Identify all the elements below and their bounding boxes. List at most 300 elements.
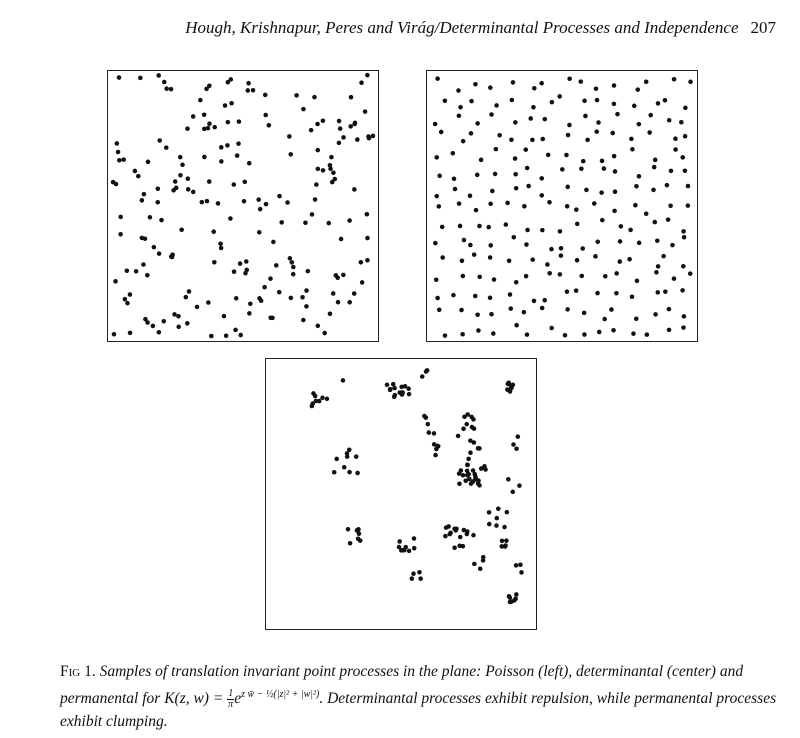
- permanental-point: [506, 477, 511, 482]
- poisson-point: [326, 221, 331, 226]
- determinantal-point: [477, 275, 482, 280]
- permanental-point: [476, 446, 481, 451]
- poisson-point: [309, 128, 314, 133]
- formula-exponent: z w̄ − ½(|z|² + |w|²): [241, 689, 320, 700]
- determinantal-point: [648, 113, 653, 118]
- permanental-point: [465, 532, 470, 537]
- determinantal-point: [437, 204, 442, 209]
- poisson-point: [219, 145, 224, 150]
- poisson-point: [300, 295, 305, 300]
- determinantal-point: [543, 117, 548, 122]
- permanental-point: [345, 451, 350, 456]
- determinantal-point: [670, 243, 675, 248]
- poisson-point: [291, 272, 296, 277]
- determinantal-point: [653, 158, 658, 163]
- determinantal-scatter: [427, 71, 697, 341]
- determinantal-point: [595, 98, 600, 103]
- determinantal-point: [578, 79, 583, 84]
- permanental-point: [403, 384, 408, 389]
- determinantal-panel: [426, 70, 698, 342]
- poisson-point: [267, 123, 272, 128]
- determinantal-point: [680, 155, 685, 160]
- permanental-point: [402, 548, 407, 553]
- poisson-point: [231, 182, 236, 187]
- determinantal-point: [630, 147, 635, 152]
- determinantal-point: [645, 332, 650, 337]
- permanental-point: [500, 539, 505, 544]
- determinantal-point: [681, 264, 686, 269]
- determinantal-point: [565, 185, 570, 190]
- determinantal-point: [525, 332, 530, 337]
- determinantal-point: [546, 153, 551, 158]
- permanental-point: [422, 414, 427, 419]
- poisson-point: [259, 298, 264, 303]
- determinantal-point: [459, 308, 464, 313]
- determinantal-point: [492, 277, 497, 282]
- poisson-point: [216, 201, 221, 206]
- determinantal-point: [668, 204, 673, 209]
- poisson-point: [157, 330, 162, 335]
- permanental-point: [392, 395, 397, 400]
- poisson-point: [301, 107, 306, 112]
- determinantal-point: [474, 208, 479, 213]
- poisson-point: [184, 295, 189, 300]
- determinantal-point: [559, 253, 564, 258]
- poisson-point: [359, 260, 364, 265]
- poisson-point: [114, 182, 119, 187]
- poisson-point: [113, 279, 118, 284]
- poisson-point: [186, 176, 191, 181]
- poisson-point: [218, 241, 223, 246]
- determinantal-point: [667, 328, 672, 333]
- poisson-point: [245, 88, 250, 93]
- permanental-point: [461, 473, 466, 478]
- determinantal-point: [531, 105, 536, 110]
- permanental-point: [477, 483, 482, 488]
- poisson-panel: [107, 70, 379, 342]
- determinantal-point: [635, 87, 640, 92]
- poisson-point: [290, 260, 295, 265]
- determinantal-point: [472, 252, 477, 257]
- poisson-point: [173, 179, 178, 184]
- determinantal-point: [686, 184, 691, 189]
- determinantal-point: [557, 94, 562, 99]
- formula-base: e: [234, 690, 242, 708]
- determinantal-point: [565, 204, 570, 209]
- determinantal-point: [457, 201, 462, 206]
- poisson-point: [142, 192, 147, 197]
- determinantal-point: [564, 153, 569, 158]
- determinantal-point: [443, 333, 448, 338]
- poisson-point: [339, 237, 344, 242]
- poisson-point: [125, 301, 130, 306]
- permanental-point: [519, 570, 524, 575]
- poisson-point: [159, 218, 164, 223]
- determinantal-point: [683, 134, 688, 139]
- determinantal-point: [614, 271, 619, 276]
- poisson-point: [157, 138, 162, 143]
- poisson-point: [206, 126, 211, 131]
- permanental-point: [347, 470, 352, 475]
- poisson-point: [348, 124, 353, 129]
- poisson-point: [316, 167, 321, 172]
- determinantal-point: [653, 220, 658, 225]
- poisson-point: [155, 200, 160, 205]
- poisson-point: [313, 197, 318, 202]
- permanental-point: [514, 592, 519, 597]
- figure-label: Fig 1.: [60, 663, 96, 680]
- poisson-point: [143, 236, 148, 241]
- determinantal-point: [595, 239, 600, 244]
- determinantal-point: [488, 296, 493, 301]
- determinantal-point: [530, 138, 535, 143]
- determinantal-point: [451, 293, 456, 298]
- determinantal-point: [629, 137, 634, 142]
- poisson-point: [258, 207, 263, 212]
- poisson-point: [316, 324, 321, 329]
- permanental-point: [495, 516, 500, 521]
- determinantal-point: [434, 155, 439, 160]
- poisson-point: [207, 84, 212, 89]
- determinantal-point: [603, 274, 608, 279]
- determinantal-point: [667, 307, 672, 312]
- permanental-point: [334, 457, 339, 462]
- determinantal-point: [602, 317, 607, 322]
- determinantal-point: [688, 80, 693, 85]
- determinantal-point: [656, 101, 661, 106]
- poisson-point: [294, 93, 299, 98]
- permanental-point: [487, 510, 492, 515]
- poisson-point: [157, 251, 162, 256]
- determinantal-point: [440, 255, 445, 260]
- determinantal-point: [539, 193, 544, 198]
- poisson-point: [310, 212, 315, 217]
- determinantal-point: [437, 174, 442, 179]
- poisson-point: [329, 155, 334, 160]
- poisson-point: [337, 119, 342, 124]
- permanental-point: [392, 386, 397, 391]
- poisson-point: [236, 141, 241, 146]
- determinantal-point: [652, 165, 657, 170]
- permanental-point: [508, 595, 513, 600]
- determinantal-point: [435, 76, 440, 81]
- permanental-point: [472, 440, 477, 445]
- poisson-point: [232, 269, 237, 274]
- determinantal-point: [547, 271, 552, 276]
- determinantal-point: [611, 328, 616, 333]
- poisson-point: [271, 240, 276, 245]
- poisson-point: [171, 188, 176, 193]
- determinantal-point: [632, 104, 637, 109]
- determinantal-point: [473, 82, 478, 87]
- poisson-point: [277, 194, 282, 199]
- poisson-point: [365, 236, 370, 241]
- determinantal-point: [488, 85, 493, 90]
- poisson-point: [341, 273, 346, 278]
- poisson-point: [151, 324, 156, 329]
- permanental-point: [514, 563, 519, 568]
- poisson-point: [304, 304, 309, 309]
- poisson-point: [228, 216, 233, 221]
- permanental-point: [424, 369, 429, 374]
- determinantal-point: [582, 98, 587, 103]
- poisson-point: [191, 114, 196, 119]
- poisson-point: [146, 160, 151, 165]
- determinantal-point: [494, 147, 499, 152]
- permanental-point: [464, 422, 469, 427]
- poisson-point: [341, 135, 346, 140]
- determinantal-point: [479, 158, 484, 163]
- permanental-point: [508, 600, 513, 605]
- poisson-point: [176, 325, 181, 330]
- determinantal-point: [558, 229, 563, 234]
- poisson-point: [304, 288, 309, 293]
- determinantal-point: [663, 289, 668, 294]
- caption-formula: [164, 688, 320, 711]
- caption-text-before: Samples of translation invariant point processes in the plane: Poisson (left), determinantal (center) and permanental for: [60, 663, 744, 708]
- permanental-point: [418, 576, 423, 581]
- poisson-point: [118, 232, 123, 237]
- determinantal-point: [439, 130, 444, 135]
- poisson-point: [337, 141, 342, 146]
- permanental-point: [397, 539, 402, 544]
- determinantal-point: [565, 307, 570, 312]
- poisson-point: [244, 268, 249, 273]
- poisson-point: [229, 101, 234, 106]
- poisson-point: [138, 76, 143, 81]
- poisson-point: [288, 256, 293, 261]
- determinantal-point: [462, 238, 467, 243]
- poisson-point: [263, 113, 268, 118]
- determinantal-point: [468, 193, 473, 198]
- determinantal-point: [672, 276, 677, 281]
- determinantal-point: [612, 154, 617, 159]
- permanental-point: [314, 399, 319, 404]
- determinantal-point: [505, 201, 510, 206]
- poisson-point: [365, 73, 370, 78]
- poisson-point: [333, 177, 338, 182]
- determinantal-point: [542, 298, 547, 303]
- determinantal-point: [580, 246, 585, 251]
- permanental-point: [461, 544, 466, 549]
- determinantal-point: [613, 169, 618, 174]
- permanental-point: [511, 442, 516, 447]
- permanental-point: [502, 525, 507, 530]
- permanental-point: [494, 523, 499, 528]
- poisson-point: [365, 258, 370, 263]
- determinantal-point: [634, 184, 639, 189]
- permanental-point: [471, 533, 476, 538]
- poisson-point: [206, 300, 211, 305]
- permanental-point: [510, 490, 515, 495]
- poisson-point: [117, 75, 122, 80]
- poisson-point: [223, 103, 228, 108]
- determinantal-point: [504, 222, 509, 227]
- determinantal-point: [469, 131, 474, 136]
- poisson-point: [172, 312, 177, 317]
- poisson-point: [287, 134, 292, 139]
- determinantal-point: [584, 188, 589, 193]
- poisson-point: [321, 168, 326, 173]
- poisson-point: [125, 268, 130, 273]
- determinantal-point: [461, 274, 466, 279]
- permanental-point: [496, 507, 501, 512]
- determinantal-point: [595, 291, 600, 296]
- poisson-point: [248, 301, 253, 306]
- permanental-point: [468, 450, 473, 455]
- determinantal-point: [585, 138, 590, 143]
- determinantal-point: [513, 172, 518, 177]
- figure-caption: [60, 660, 780, 733]
- permanental-point: [481, 558, 486, 563]
- permanental-point: [479, 466, 484, 471]
- poisson-point: [185, 321, 190, 326]
- permanental-scatter: [266, 359, 536, 629]
- poisson-point: [205, 199, 210, 204]
- determinantal-point: [644, 79, 649, 84]
- determinantal-point: [522, 204, 527, 209]
- permanental-point: [487, 522, 492, 527]
- determinantal-point: [583, 114, 588, 119]
- determinantal-point: [628, 228, 633, 233]
- determinantal-point: [665, 183, 670, 188]
- determinantal-point: [476, 328, 481, 333]
- determinantal-point: [549, 326, 554, 331]
- poisson-point: [219, 246, 224, 251]
- determinantal-point: [437, 307, 442, 312]
- poisson-point: [355, 137, 360, 142]
- poisson-point: [315, 148, 320, 153]
- permanental-point: [461, 427, 466, 432]
- poisson-point: [224, 333, 229, 338]
- permanental-point: [391, 382, 396, 387]
- determinantal-point: [663, 98, 668, 103]
- determinantal-point: [673, 147, 678, 152]
- poisson-point: [164, 145, 169, 150]
- formula-lhs: K(z, w) =: [164, 690, 224, 708]
- poisson-point: [133, 169, 138, 174]
- permanental-point: [463, 479, 468, 484]
- determinantal-point: [686, 203, 691, 208]
- poisson-point: [169, 254, 174, 259]
- determinantal-point: [600, 218, 605, 223]
- poisson-point: [334, 273, 339, 278]
- determinantal-point: [510, 98, 515, 103]
- determinantal-point: [669, 169, 674, 174]
- determinantal-point: [540, 228, 545, 233]
- running-head-title: Hough, Krishnapur, Peres and Virág/Determinantal Processes and Independence: [185, 18, 739, 37]
- poisson-point: [202, 155, 207, 160]
- determinantal-point: [513, 156, 518, 161]
- determinantal-point: [560, 167, 565, 172]
- permanental-point: [354, 454, 359, 459]
- poisson-point: [207, 121, 212, 126]
- poisson-point: [118, 215, 123, 220]
- permanental-point: [472, 562, 477, 567]
- determinantal-point: [488, 243, 493, 248]
- determinantal-point: [654, 270, 659, 275]
- poisson-point: [234, 296, 239, 301]
- poisson-point: [251, 88, 256, 93]
- permanental-point: [478, 566, 483, 571]
- determinantal-point: [460, 259, 465, 264]
- determinantal-point: [473, 294, 478, 299]
- determinantal-point: [637, 122, 642, 127]
- poisson-point: [238, 333, 243, 338]
- determinantal-point: [475, 313, 480, 318]
- determinantal-point: [612, 102, 617, 107]
- permanental-point: [444, 525, 449, 530]
- permanental-point: [504, 538, 509, 543]
- determinantal-point: [549, 247, 554, 252]
- determinantal-point: [682, 235, 687, 240]
- permanental-point: [432, 431, 437, 436]
- poisson-point: [115, 141, 120, 146]
- determinantal-point: [651, 188, 656, 193]
- permanental-panel: [265, 358, 537, 630]
- permanental-point: [469, 481, 474, 486]
- poisson-point: [219, 159, 224, 164]
- determinantal-point: [514, 323, 519, 328]
- determinantal-point: [509, 138, 514, 143]
- poisson-point: [202, 112, 207, 117]
- permanental-point: [466, 472, 471, 477]
- poisson-point: [365, 212, 370, 217]
- determinantal-point: [453, 187, 458, 192]
- determinantal-point: [524, 242, 529, 247]
- determinantal-point: [558, 272, 563, 277]
- poisson-point: [238, 261, 243, 266]
- determinantal-point: [566, 133, 571, 138]
- determinantal-point: [630, 294, 635, 299]
- determinantal-point: [637, 174, 642, 179]
- determinantal-point: [532, 299, 537, 304]
- permanental-point: [427, 430, 432, 435]
- determinantal-point: [594, 86, 599, 91]
- determinantal-point: [488, 202, 493, 207]
- determinantal-point: [457, 113, 462, 118]
- poisson-point: [336, 300, 341, 305]
- permanental-point: [457, 481, 462, 486]
- permanental-point: [447, 532, 452, 537]
- formula-frac-den: π: [228, 699, 234, 711]
- permanental-point: [506, 382, 511, 387]
- determinantal-point: [461, 139, 466, 144]
- permanental-point: [410, 576, 415, 581]
- poisson-point: [246, 81, 251, 86]
- poisson-point: [268, 276, 273, 281]
- permanental-point: [466, 457, 471, 462]
- permanental-point: [412, 546, 417, 551]
- poisson-point: [176, 314, 181, 319]
- poisson-point: [244, 259, 249, 264]
- determinantal-point: [460, 332, 465, 337]
- determinantal-point: [582, 332, 587, 337]
- poisson-point: [328, 312, 333, 317]
- poisson-point: [128, 331, 133, 336]
- poisson-point: [141, 262, 146, 267]
- poisson-point: [338, 126, 343, 131]
- poisson-point: [277, 290, 282, 295]
- determinantal-point: [493, 172, 498, 177]
- permanental-point: [407, 549, 412, 554]
- determinantal-point: [627, 257, 632, 262]
- permanental-point: [342, 465, 347, 470]
- determinantal-point: [581, 159, 586, 164]
- poisson-point: [306, 269, 311, 274]
- poisson-point: [156, 186, 161, 191]
- permanental-point: [426, 422, 431, 427]
